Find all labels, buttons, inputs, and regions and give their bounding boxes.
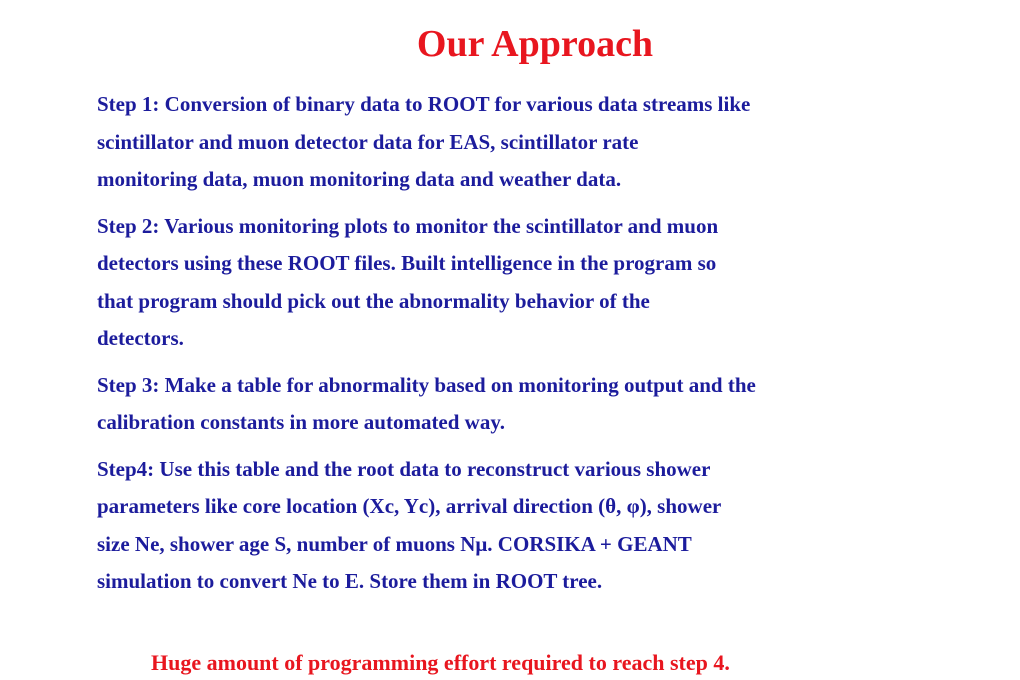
step-2-line-2: detectors using these ROOT files. Built intelligence in the program so — [97, 251, 717, 275]
step-1-line-3: monitoring data, muon monitoring data and weather data. — [97, 167, 622, 191]
step-2-line-4: detectors. — [97, 326, 184, 350]
step-4 — [97, 451, 997, 601]
steps-list — [97, 86, 997, 601]
step-3 — [97, 367, 997, 442]
step-2-line-3: that program should pick out the abnormality behavior of the — [97, 288, 650, 313]
page-title: Our Approach — [416, 23, 654, 65]
step-2-line-1: Step 2: Various monitoring plots to monitor the scintillator and muon — [97, 213, 719, 238]
step-4-line-1: Step4: Use this table and the root data to reconstruct various shower — [97, 456, 711, 481]
step-3-line-2: calibration constants in more automated way. — [97, 410, 505, 434]
step-1 — [97, 86, 997, 199]
step-2 — [97, 208, 997, 358]
step-1-line-1: Step 1: Conversion of binary data to ROOT for various data streams like — [97, 92, 751, 116]
step-1-line-2: scintillator and muon detector data for EAS, scintillator rate — [97, 129, 639, 154]
step-4-line-4: simulation to convert Ne to E. Store them in ROOT tree. — [97, 569, 603, 593]
step-3-line-1: Step 3: Make a table for abnormality based on monitoring output and the — [97, 372, 756, 397]
step-4-line-2: parameters like core location (Xc, Yc), arrival direction (θ, φ), shower — [97, 494, 722, 518]
footer-note: Huge amount of programming effort required to reach step 4. — [151, 650, 730, 675]
step-4-line-3: size Ne, shower age S, number of muons Nμ. CORSIKA + GEANT — [97, 531, 692, 556]
